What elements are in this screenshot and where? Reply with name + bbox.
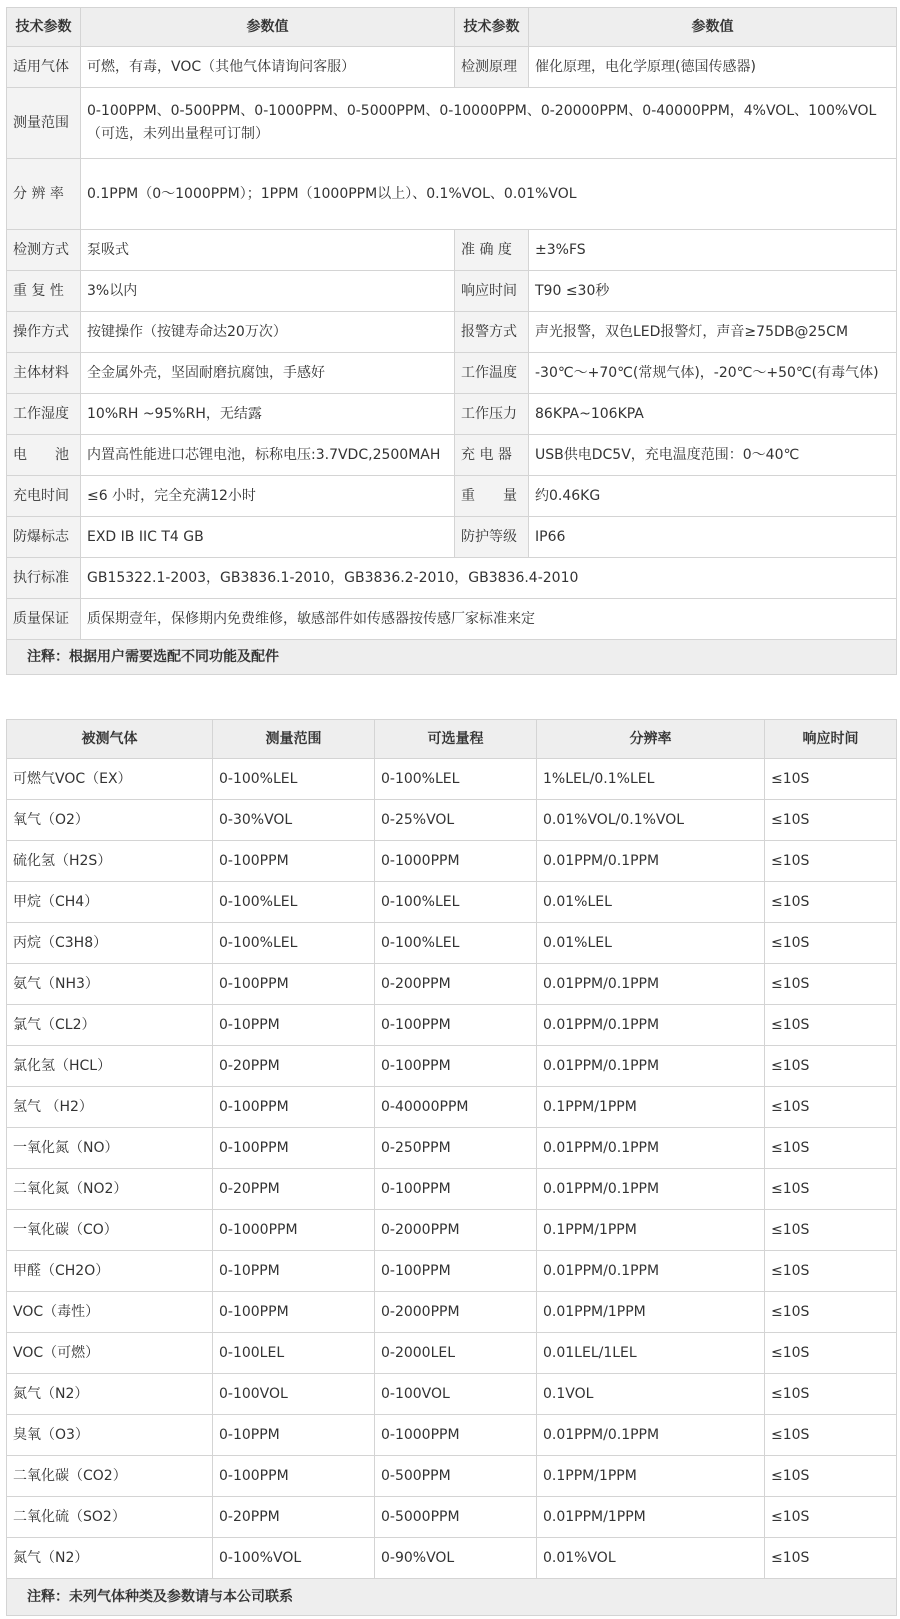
spec-value: 声光报警，双色LED报警灯，声音≥75DB@25CM <box>529 312 897 353</box>
gas-response-time-cell: ≤10S <box>765 1415 897 1456</box>
gas-range-cell: 0-100PPM <box>213 964 375 1005</box>
gas-row <box>7 923 897 964</box>
gas-name-cell: 甲烷（CH4） <box>7 882 213 923</box>
spec-header-value-2: 参数值 <box>529 8 897 47</box>
gas-row <box>7 1415 897 1456</box>
gas-resolution-cell: 0.01PPM/0.1PPM <box>537 964 765 1005</box>
gas-header-resolution: 分辨率 <box>537 720 765 759</box>
spec-value: 0-100PPM、0-500PPM、0-1000PPM、0-5000PPM、0-10000PPM、0-20000PPM、0-40000PPM，4%VOL、100%VOL（可选，未列出量程可订制） <box>81 88 897 159</box>
gas-response-time-cell: ≤10S <box>765 759 897 800</box>
spec-label: 执行标准 <box>7 558 81 599</box>
gas-header-optional-range: 可选量程 <box>375 720 537 759</box>
gas-optional-range-cell: 0-1000PPM <box>375 1415 537 1456</box>
gas-range-cell: 0-100%LEL <box>213 923 375 964</box>
gas-optional-range-cell: 0-2000PPM <box>375 1292 537 1333</box>
gas-name-cell: 氧气（O2） <box>7 800 213 841</box>
gas-response-time-cell: ≤10S <box>765 1292 897 1333</box>
gas-row <box>7 1128 897 1169</box>
spec-label: 适用气体 <box>7 47 81 88</box>
gas-row <box>7 759 897 800</box>
gas-name-cell: 氢气 （H2） <box>7 1087 213 1128</box>
gas-optional-range-cell: 0-100PPM <box>375 1046 537 1087</box>
gas-optional-range-cell: 0-2000LEL <box>375 1333 537 1374</box>
gas-name-cell: 二氧化氮（NO2） <box>7 1169 213 1210</box>
gas-range-cell: 0-100PPM <box>213 1087 375 1128</box>
gas-range-cell: 0-100%LEL <box>213 759 375 800</box>
spec-label: 重 量 <box>455 476 529 517</box>
gas-row <box>7 882 897 923</box>
spec-label: 重 复 性 <box>7 271 81 312</box>
gas-optional-range-cell: 0-25%VOL <box>375 800 537 841</box>
gas-resolution-cell: 0.01PPM/0.1PPM <box>537 1415 765 1456</box>
gas-response-time-cell: ≤10S <box>765 1251 897 1292</box>
gas-range-cell: 0-1000PPM <box>213 1210 375 1251</box>
spec-value: 0.1PPM（0～1000PPM）；1PPM（1000PPM以上）、0.1%VOL、0.01%VOL <box>81 159 897 230</box>
gas-row <box>7 1087 897 1128</box>
gas-header-response-time: 响应时间 <box>765 720 897 759</box>
spec-value: ±3%FS <box>529 230 897 271</box>
gas-name-cell: 硫化氢（H2S） <box>7 841 213 882</box>
spec-label: 防护等级 <box>455 517 529 558</box>
gas-range-cell: 0-20PPM <box>213 1497 375 1538</box>
spec-label: 主体材料 <box>7 353 81 394</box>
gas-response-time-cell: ≤10S <box>765 1538 897 1579</box>
gas-optional-range-cell: 0-100PPM <box>375 1251 537 1292</box>
gas-row <box>7 1538 897 1579</box>
gas-range-cell: 0-100%LEL <box>213 882 375 923</box>
gas-header-range: 测量范围 <box>213 720 375 759</box>
gas-row <box>7 964 897 1005</box>
spec-row <box>7 435 897 476</box>
gas-range-cell: 0-100PPM <box>213 1128 375 1169</box>
gas-optional-range-cell: 0-100%LEL <box>375 923 537 964</box>
spec-value: 内置高性能进口芯锂电池，标称电压:3.7VDC,2500MAH <box>81 435 455 476</box>
gas-resolution-cell: 0.01%LEL <box>537 923 765 964</box>
spec-row <box>7 517 897 558</box>
spec-value: 10%RH ~95%RH，无结露 <box>81 394 455 435</box>
spec-value: 可燃，有毒，VOC（其他气体请询问客服） <box>81 47 455 88</box>
gas-note: 注释：未列气体种类及参数请与本公司联系 <box>7 1579 897 1616</box>
gas-resolution-cell: 0.01PPM/0.1PPM <box>537 1128 765 1169</box>
gas-row <box>7 1210 897 1251</box>
gas-resolution-cell: 0.1PPM/1PPM <box>537 1210 765 1251</box>
gas-range-cell: 0-100LEL <box>213 1333 375 1374</box>
spec-row <box>7 394 897 435</box>
gas-row <box>7 1456 897 1497</box>
spec-row <box>7 599 897 640</box>
gas-header-gas: 被测气体 <box>7 720 213 759</box>
spec-value: USB供电DC5V，充电温度范围：0～40℃ <box>529 435 897 476</box>
gas-range-cell: 0-20PPM <box>213 1169 375 1210</box>
gas-response-time-cell: ≤10S <box>765 841 897 882</box>
spec-label: 防爆标志 <box>7 517 81 558</box>
gas-header-row <box>7 720 897 759</box>
spec-label: 质量保证 <box>7 599 81 640</box>
spec-header-param: 技术参数 <box>7 8 81 47</box>
gas-resolution-cell: 0.01%LEL <box>537 882 765 923</box>
gas-name-cell: 二氧化碳（CO2） <box>7 1456 213 1497</box>
gas-response-time-cell: ≤10S <box>765 800 897 841</box>
gas-response-time-cell: ≤10S <box>765 1374 897 1415</box>
spec-label: 电 池 <box>7 435 81 476</box>
gas-row <box>7 1292 897 1333</box>
gas-optional-range-cell: 0-500PPM <box>375 1456 537 1497</box>
spec-value: 按键操作（按键寿命达20万次） <box>81 312 455 353</box>
gas-response-time-cell: ≤10S <box>765 1169 897 1210</box>
gas-resolution-cell: 0.01PPM/1PPM <box>537 1497 765 1538</box>
gas-optional-range-cell: 0-200PPM <box>375 964 537 1005</box>
spec-label: 准 确 度 <box>455 230 529 271</box>
spec-value: T90 ≤30秒 <box>529 271 897 312</box>
gas-resolution-cell: 0.01LEL/1LEL <box>537 1333 765 1374</box>
gas-optional-range-cell: 0-100PPM <box>375 1005 537 1046</box>
gas-response-time-cell: ≤10S <box>765 1046 897 1087</box>
gas-table-body <box>7 720 897 1616</box>
gas-name-cell: 一氧化氮（NO） <box>7 1128 213 1169</box>
gas-range-cell: 0-100PPM <box>213 1456 375 1497</box>
gas-response-time-cell: ≤10S <box>765 1333 897 1374</box>
gas-optional-range-cell: 0-250PPM <box>375 1128 537 1169</box>
gas-resolution-cell: 0.01PPM/1PPM <box>537 1292 765 1333</box>
gas-resolution-cell: 0.1PPM/1PPM <box>537 1087 765 1128</box>
gas-name-cell: 氯气（CL2） <box>7 1005 213 1046</box>
gas-table <box>6 719 897 1616</box>
gas-optional-range-cell: 0-100%LEL <box>375 759 537 800</box>
spec-table-body <box>7 8 897 675</box>
spec-value: -30℃～+70℃(常规气体)，-20℃～+50℃(有毒气体) <box>529 353 897 394</box>
gas-optional-range-cell: 0-100%LEL <box>375 882 537 923</box>
spec-label: 充 电 器 <box>455 435 529 476</box>
gas-name-cell: 氮气（N2） <box>7 1374 213 1415</box>
gas-range-cell: 0-100PPM <box>213 841 375 882</box>
spec-row <box>7 558 897 599</box>
gas-resolution-cell: 0.01PPM/0.1PPM <box>537 1005 765 1046</box>
spec-row <box>7 47 897 88</box>
gas-resolution-cell: 0.01%VOL <box>537 1538 765 1579</box>
spec-row <box>7 230 897 271</box>
spec-value: 泵吸式 <box>81 230 455 271</box>
spec-label: 操作方式 <box>7 312 81 353</box>
spec-row <box>7 271 897 312</box>
gas-response-time-cell: ≤10S <box>765 1210 897 1251</box>
gas-optional-range-cell: 0-40000PPM <box>375 1087 537 1128</box>
gas-range-cell: 0-10PPM <box>213 1251 375 1292</box>
spec-row <box>7 159 897 230</box>
gas-note-row <box>7 1579 897 1616</box>
gas-row <box>7 841 897 882</box>
gas-optional-range-cell: 0-5000PPM <box>375 1497 537 1538</box>
gas-range-cell: 0-10PPM <box>213 1415 375 1456</box>
gas-resolution-cell: 0.1VOL <box>537 1374 765 1415</box>
gas-row <box>7 1169 897 1210</box>
spec-value: 3%以内 <box>81 271 455 312</box>
spec-label: 测量范围 <box>7 88 81 159</box>
gas-name-cell: VOC（可燃） <box>7 1333 213 1374</box>
spec-table <box>6 7 897 675</box>
gas-optional-range-cell: 0-100VOL <box>375 1374 537 1415</box>
gas-name-cell: 氮气（N2） <box>7 1538 213 1579</box>
spec-value: 质保期壹年，保修期内免费维修，敏感部件如传感器按传感厂家标准来定 <box>81 599 897 640</box>
gas-range-cell: 0-100VOL <box>213 1374 375 1415</box>
gas-range-cell: 0-20PPM <box>213 1046 375 1087</box>
gas-row <box>7 800 897 841</box>
gas-response-time-cell: ≤10S <box>765 923 897 964</box>
spec-label: 检测原理 <box>455 47 529 88</box>
spec-label: 工作温度 <box>455 353 529 394</box>
gas-name-cell: VOC（毒性） <box>7 1292 213 1333</box>
gas-optional-range-cell: 0-2000PPM <box>375 1210 537 1251</box>
gas-name-cell: 一氧化碳（CO） <box>7 1210 213 1251</box>
gas-name-cell: 甲醛（CH2O） <box>7 1251 213 1292</box>
spec-note: 注释：根据用户需要选配不同功能及配件 <box>7 640 897 675</box>
spec-label: 响应时间 <box>455 271 529 312</box>
spec-label: 分 辨 率 <box>7 159 81 230</box>
gas-range-cell: 0-100%VOL <box>213 1538 375 1579</box>
gas-optional-range-cell: 0-90%VOL <box>375 1538 537 1579</box>
gas-resolution-cell: 0.01PPM/0.1PPM <box>537 841 765 882</box>
gas-name-cell: 可燃气VOC（EX） <box>7 759 213 800</box>
gas-response-time-cell: ≤10S <box>765 1128 897 1169</box>
spec-header-param-2: 技术参数 <box>455 8 529 47</box>
spec-value: 约0.46KG <box>529 476 897 517</box>
spec-value: 催化原理，电化学原理(德国传感器) <box>529 47 897 88</box>
gas-name-cell: 丙烷（C3H8） <box>7 923 213 964</box>
spec-note-row <box>7 640 897 675</box>
gas-row <box>7 1497 897 1538</box>
gas-optional-range-cell: 0-1000PPM <box>375 841 537 882</box>
spec-value: GB15322.1-2003，GB3836.1-2010，GB3836.2-2010，GB3836.4-2010 <box>81 558 897 599</box>
spec-value: 86KPA~106KPA <box>529 394 897 435</box>
gas-resolution-cell: 0.1PPM/1PPM <box>537 1456 765 1497</box>
gas-range-cell: 0-10PPM <box>213 1005 375 1046</box>
spec-value: IP66 <box>529 517 897 558</box>
spec-row <box>7 88 897 159</box>
spec-row <box>7 476 897 517</box>
gas-row <box>7 1046 897 1087</box>
gas-resolution-cell: 1%LEL/0.1%LEL <box>537 759 765 800</box>
gas-range-cell: 0-30%VOL <box>213 800 375 841</box>
gas-range-cell: 0-100PPM <box>213 1292 375 1333</box>
gas-name-cell: 氨气（NH3） <box>7 964 213 1005</box>
gas-name-cell: 氯化氢（HCL） <box>7 1046 213 1087</box>
spec-value: EXD IB IIC T4 GB <box>81 517 455 558</box>
spec-row <box>7 312 897 353</box>
gas-row <box>7 1005 897 1046</box>
spec-label: 工作湿度 <box>7 394 81 435</box>
gas-response-time-cell: ≤10S <box>765 1005 897 1046</box>
gas-row <box>7 1333 897 1374</box>
spec-label: 充电时间 <box>7 476 81 517</box>
spec-row <box>7 353 897 394</box>
spec-label: 检测方式 <box>7 230 81 271</box>
gas-row <box>7 1251 897 1292</box>
gas-response-time-cell: ≤10S <box>765 1087 897 1128</box>
spec-header-value: 参数值 <box>81 8 455 47</box>
gas-name-cell: 臭氧（O3） <box>7 1415 213 1456</box>
spec-value: ≤6 小时，完全充满12小时 <box>81 476 455 517</box>
spec-value: 全金属外壳，坚固耐磨抗腐蚀，手感好 <box>81 353 455 394</box>
gas-response-time-cell: ≤10S <box>765 964 897 1005</box>
spec-label: 工作压力 <box>455 394 529 435</box>
gas-response-time-cell: ≤10S <box>765 1456 897 1497</box>
gas-optional-range-cell: 0-100PPM <box>375 1169 537 1210</box>
spec-header-row <box>7 8 897 47</box>
gas-response-time-cell: ≤10S <box>765 882 897 923</box>
gas-resolution-cell: 0.01PPM/0.1PPM <box>537 1046 765 1087</box>
spec-label: 报警方式 <box>455 312 529 353</box>
gas-name-cell: 二氧化硫（SO2） <box>7 1497 213 1538</box>
gas-resolution-cell: 0.01%VOL/0.1%VOL <box>537 800 765 841</box>
gas-response-time-cell: ≤10S <box>765 1497 897 1538</box>
gas-row <box>7 1374 897 1415</box>
gas-resolution-cell: 0.01PPM/0.1PPM <box>537 1169 765 1210</box>
gas-resolution-cell: 0.01PPM/0.1PPM <box>537 1251 765 1292</box>
